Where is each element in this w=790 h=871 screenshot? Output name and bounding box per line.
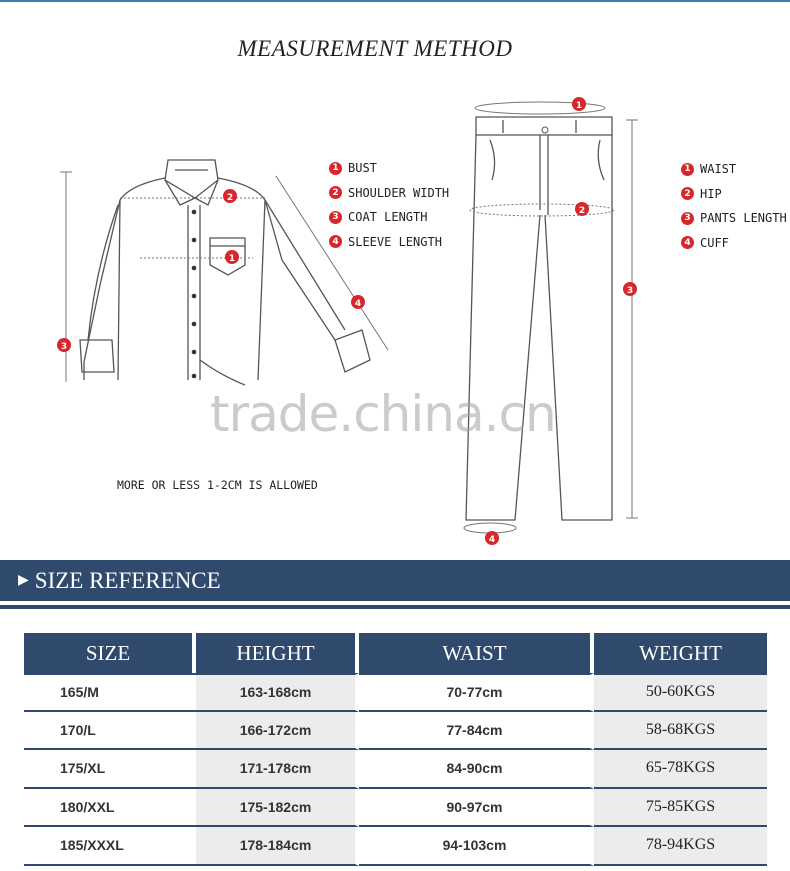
marker-badge: 2: [681, 187, 694, 200]
legend-label: SLEEVE LENGTH: [348, 234, 442, 249]
shirt-legend-item: [329, 156, 449, 181]
cell-waist: 84-90cm: [359, 750, 594, 789]
svg-text:1: 1: [575, 101, 583, 111]
banner-underline: [0, 605, 790, 609]
cell-weight: 75-85KGS: [594, 789, 767, 828]
marker-badge: 2: [329, 186, 342, 199]
legend-label: COAT LENGTH: [348, 210, 428, 225]
pants-markers: [485, 97, 637, 545]
shirt-legend: [329, 156, 449, 254]
column-header-weight: WEIGHT: [594, 633, 767, 673]
cell-size: 185/XXXL: [24, 827, 196, 866]
cell-waist: 70-77cm: [359, 673, 594, 712]
cell-weight: 78-94KGS: [594, 827, 767, 866]
table-row: [24, 712, 767, 751]
svg-text:3: 3: [626, 286, 634, 296]
svg-text:2: 2: [226, 193, 234, 203]
triangle-right-icon: ▶: [18, 573, 29, 588]
shirt-legend-item: [329, 205, 449, 230]
watermark: trade.china.cn: [210, 385, 556, 443]
legend-label: CUFF: [700, 235, 729, 250]
size-reference-title: SIZE REFERENCE: [34, 567, 221, 593]
cell-weight: 65-78KGS: [594, 750, 767, 789]
legend-label: HIP: [700, 186, 722, 201]
cell-height: 171-178cm: [196, 750, 359, 789]
legend-label: PANTS LENGTH: [700, 211, 787, 226]
table-row: [24, 789, 767, 828]
column-header-height: HEIGHT: [196, 633, 359, 673]
cell-waist: 77-84cm: [359, 712, 594, 751]
pants-legend-item: [681, 206, 787, 231]
cell-height: 163-168cm: [196, 673, 359, 712]
pants-legend: [681, 157, 787, 255]
legend-label: SHOULDER WIDTH: [348, 185, 450, 200]
cell-weight: 58-68KGS: [594, 712, 767, 751]
pants-legend-item: [681, 231, 787, 256]
pants-legend-item: [681, 157, 787, 182]
table-row: [24, 827, 767, 866]
tolerance-note: MORE OR LESS 1-2CM IS ALLOWED: [117, 478, 318, 492]
svg-text:4: 4: [354, 299, 362, 309]
shirt-buttons: [192, 210, 197, 379]
marker-badge: 3: [681, 212, 694, 225]
table-header-row: [24, 633, 767, 673]
cell-height: 166-172cm: [196, 712, 359, 751]
shirt-legend-item: [329, 181, 449, 206]
svg-text:1: 1: [228, 254, 236, 264]
marker-badge: 4: [329, 235, 342, 248]
marker-badge: 1: [329, 162, 342, 175]
svg-text:2: 2: [578, 206, 586, 216]
marker-badge: 1: [681, 163, 694, 176]
measurement-title: MEASUREMENT METHOD: [237, 36, 513, 61]
svg-text:4: 4: [488, 535, 496, 545]
legend-label: BUST: [348, 161, 377, 176]
pants-drawing: [466, 117, 612, 520]
column-header-waist: WAIST: [359, 633, 594, 673]
size-table: [24, 633, 767, 866]
column-header-size: SIZE: [24, 633, 196, 673]
shirt-legend-item: [329, 230, 449, 255]
cell-size: 165/M: [24, 673, 196, 712]
cell-waist: 94-103cm: [359, 827, 594, 866]
cell-height: 178-184cm: [196, 827, 359, 866]
pants-legend-item: [681, 182, 787, 207]
cell-waist: 90-97cm: [359, 789, 594, 828]
cell-size: 170/L: [24, 712, 196, 751]
table-row: [24, 673, 767, 712]
svg-text:3: 3: [60, 342, 68, 352]
marker-badge: 4: [681, 236, 694, 249]
size-reference-banner: [0, 560, 790, 601]
legend-label: WAIST: [700, 162, 737, 177]
cell-height: 175-182cm: [196, 789, 359, 828]
cell-weight: 50-60KGS: [594, 673, 767, 712]
marker-badge: 3: [329, 211, 342, 224]
cell-size: 180/XXL: [24, 789, 196, 828]
table-row: [24, 750, 767, 789]
cell-size: 175/XL: [24, 750, 196, 789]
